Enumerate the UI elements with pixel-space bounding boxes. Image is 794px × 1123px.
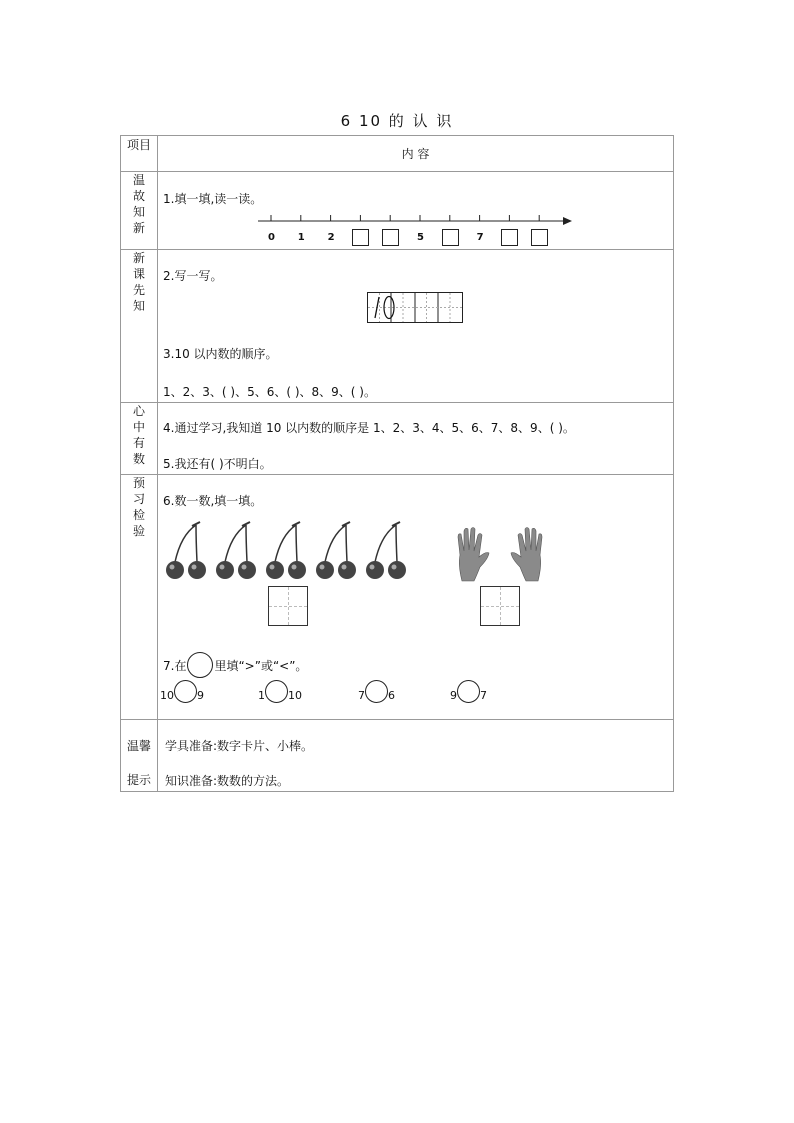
sequence-line: 1、2、3、( )、5、6、( )、8、9、( )。 — [163, 385, 376, 399]
compare-circle[interactable] — [174, 680, 197, 703]
row-label-tips: 温馨 提示 — [121, 720, 158, 792]
question-4: 4.通过学习,我知道 10 以内数的顺序是 1、2、3、4、5、6、7、8、9、( )。 — [163, 421, 575, 435]
compare-right-number: 6 — [388, 689, 395, 702]
tip-knowledge: 知识准备:数数的方法。 — [165, 774, 290, 788]
number-line-label: 5 — [417, 232, 424, 243]
question-1: 1.填一填,读一读。 — [163, 192, 263, 206]
cherries-image — [163, 520, 423, 580]
question-5: 5.我还有( )不明白。 — [163, 457, 272, 471]
cherry-pair — [366, 522, 406, 579]
cherry-pair — [166, 522, 206, 579]
number-line-blank-box[interactable] — [442, 229, 459, 246]
writing-grid — [367, 292, 463, 323]
number-line-label: 1 — [297, 232, 305, 243]
count-box-cherries[interactable] — [268, 586, 308, 626]
question-7: 7.在 里填“>”或“<”。 — [163, 652, 307, 678]
cherry-pair — [216, 522, 256, 579]
row-label-check: 预习检验 — [121, 475, 158, 720]
number-line-blank-box[interactable] — [382, 229, 399, 246]
row-label-preview: 新课先知 — [121, 250, 158, 403]
row-content-review — [158, 172, 674, 250]
compare-circle[interactable] — [457, 680, 480, 703]
count-box-hands[interactable] — [480, 586, 520, 626]
cherry-pair — [266, 522, 306, 579]
compare-left-number: 10 — [160, 689, 174, 702]
worksheet-table — [120, 135, 674, 792]
number-line-blank-box[interactable] — [531, 229, 548, 246]
compare-circle[interactable] — [365, 680, 388, 703]
question-6: 6.数一数,填一填。 — [163, 494, 263, 508]
compare-right-number: 10 — [288, 689, 302, 702]
number-line-blank-box[interactable] — [501, 229, 518, 246]
row-content-know — [158, 403, 674, 475]
page-title: 6 10 的 认 识 — [340, 112, 454, 130]
number-line-blank-box[interactable] — [352, 229, 369, 246]
compare-right-number: 7 — [480, 689, 487, 702]
compare-circle[interactable] — [265, 680, 288, 703]
tip-tools: 学具准备:数字卡片、小棒。 — [165, 739, 314, 753]
cherry-pair — [316, 522, 356, 579]
row-content-tips — [158, 720, 674, 792]
header-content: 内 容 — [158, 136, 674, 172]
row-content-preview — [158, 250, 674, 403]
header-item: 项目 — [121, 136, 158, 172]
number-line-label: 0 — [268, 232, 275, 243]
row-label-review: 温故知新 — [121, 172, 158, 250]
compare-left-number: 7 — [358, 689, 365, 702]
writing-grid-lines — [368, 293, 462, 322]
question-3: 3.10 以内数的顺序。 — [163, 347, 278, 361]
row-content-check — [158, 475, 674, 720]
compare-left-number: 1 — [258, 689, 265, 702]
number-line-label: 7 — [476, 232, 484, 243]
compare-right-number: 9 — [197, 689, 204, 702]
row-label-know: 心中有数 — [121, 403, 158, 475]
number-line — [258, 214, 578, 228]
hands-image — [454, 525, 546, 583]
number-line-label: 2 — [327, 232, 335, 243]
question-2: 2.写一写。 — [163, 269, 223, 283]
compare-left-number: 9 — [450, 689, 457, 702]
